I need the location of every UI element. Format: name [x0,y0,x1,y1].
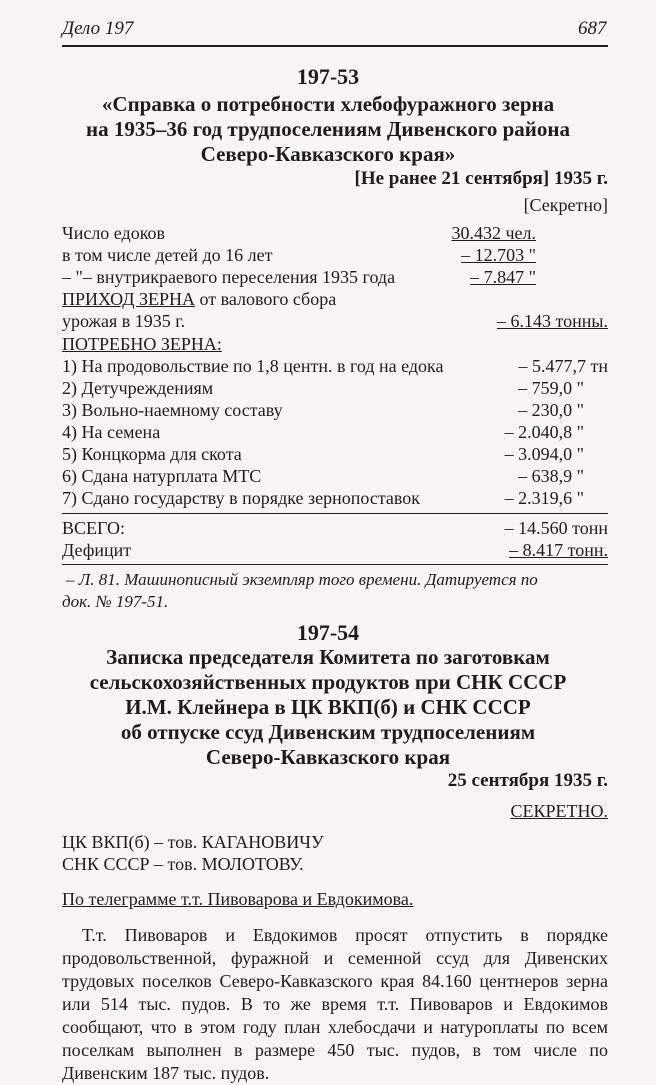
subject-line: По телеграмме т.т. Пивоварова и Евдокимова. [62,889,414,909]
harvest-value: – 6.143 тонны. [497,311,608,331]
source-note: док. № 197-51. [62,592,169,611]
need-item-value: – 638,9 " [518,466,584,486]
body-paragraph: Т.т. Пивоваров и Евдокимов просят отпустить в порядке продовольственной, фуражной и семенной ссуд для Дивенских трудовых поселков Северо-Кавказского края 84.160 центнеров зерна или 514 тыс. пудов. В то же время т.т. Пивоваров и Евдокимов сообщают, что в этом году план хлебосдачи и натуроплаты по всем поселкам выполнен в размере 450 тыс. пудов, в том числе по Дивенским 187 тыс. пудов. [62,925,608,1083]
need-item-label: 1) На продовольствие по 1,8 центн. в год на едока [62,356,444,376]
addressee: СНК СССР – тов. МОЛОТОВУ. [62,854,304,874]
need-item-value: – 2.040,8 " [504,422,584,442]
doc2-title-line: Записка председателя Комитета по заготовкам [106,645,550,669]
total-label: ВСЕГО: [62,518,125,538]
doc2-classification: СЕКРЕТНО. [510,801,608,821]
page-number: 687 [578,18,607,39]
need-item-label: 3) Вольно-наемному составу [62,400,283,420]
doc2-title-line: об отпуске ссуд Дивенским трудпоселениям [120,720,536,744]
need-item-label: 7) Сдано государству в порядке зернопоставок [62,488,421,508]
need-item-value: – 3.094,0 " [504,444,584,464]
need-item-label: 6) Сдана натурплата МТС [62,466,262,486]
need-item-value: – 5.477,7 тн [518,356,608,376]
deficit-rule [62,564,608,565]
doc1-title-line: Северо-Кавказского края» [200,142,456,166]
total-value: – 14.560 тонн [504,518,608,538]
resettled-label: – "– внутрикраевого переселения 1935 года [62,267,396,287]
children-label: в том числе детей до 16 лет [62,245,273,265]
need-item-value: – 2.319,6 " [504,488,584,508]
needs-heading: ПОТРЕБНО ЗЕРНА: [62,334,222,354]
need-item-value: – 759,0 " [518,378,584,398]
eaters-label: Число едоков [62,223,166,243]
arrival-line [62,289,336,310]
doc2-title [0,645,656,770]
source-note: – Л. 81. Машинописный экземпляр того времени. Датируется по [66,570,538,589]
doc1-date: [Не ранее 21 сентября] 1935 г. [354,168,608,189]
need-item-label: 2) Детучреждениям [62,378,214,398]
running-header-left: Дело 197 [62,18,134,39]
header-rule [62,45,608,47]
need-item-label: 4) На семена [62,422,161,442]
total-rule [62,513,608,514]
harvest-label: урожая в 1935 г. [62,311,186,331]
doc2-title-line: И.М. Клейнера в ЦК ВКП(б) и СНК СССР [125,695,531,719]
doc1-title-line: на 1935–36 год трудпоселениям Дивенского района [86,117,570,141]
deficit-value: – 8.417 тонн. [509,540,608,560]
doc2-number: 197-54 [296,620,360,645]
doc2-title-line: сельскохозяйственных продуктов при СНК СССР [89,670,567,694]
doc1-number: 197-53 [296,64,360,89]
arrival-rest: от валового сбора [195,289,337,309]
doc1-title [0,92,656,167]
arrival-heading: ПРИХОД ЗЕРНА [62,289,195,309]
doc2-date: 25 сентября 1935 г. [447,770,608,791]
doc1-classification: [Секретно] [523,195,608,215]
need-item-value: – 230,0 " [518,400,584,420]
doc1-title-line: «Справка о потребности хлебофуражного зерна [101,92,555,116]
doc2-title-line: Северо-Кавказского края [205,745,451,769]
eaters-value: 30.432 чел. [451,223,536,243]
children-value: – 12.703 " [461,245,536,265]
resettled-value: – 7.847 " [470,267,536,287]
deficit-label: Дефицит [62,540,132,560]
addressee: ЦК ВКП(б) – тов. КАГАНОВИЧУ [62,832,324,852]
need-item-label: 5) Концкорма для скота [62,444,242,464]
